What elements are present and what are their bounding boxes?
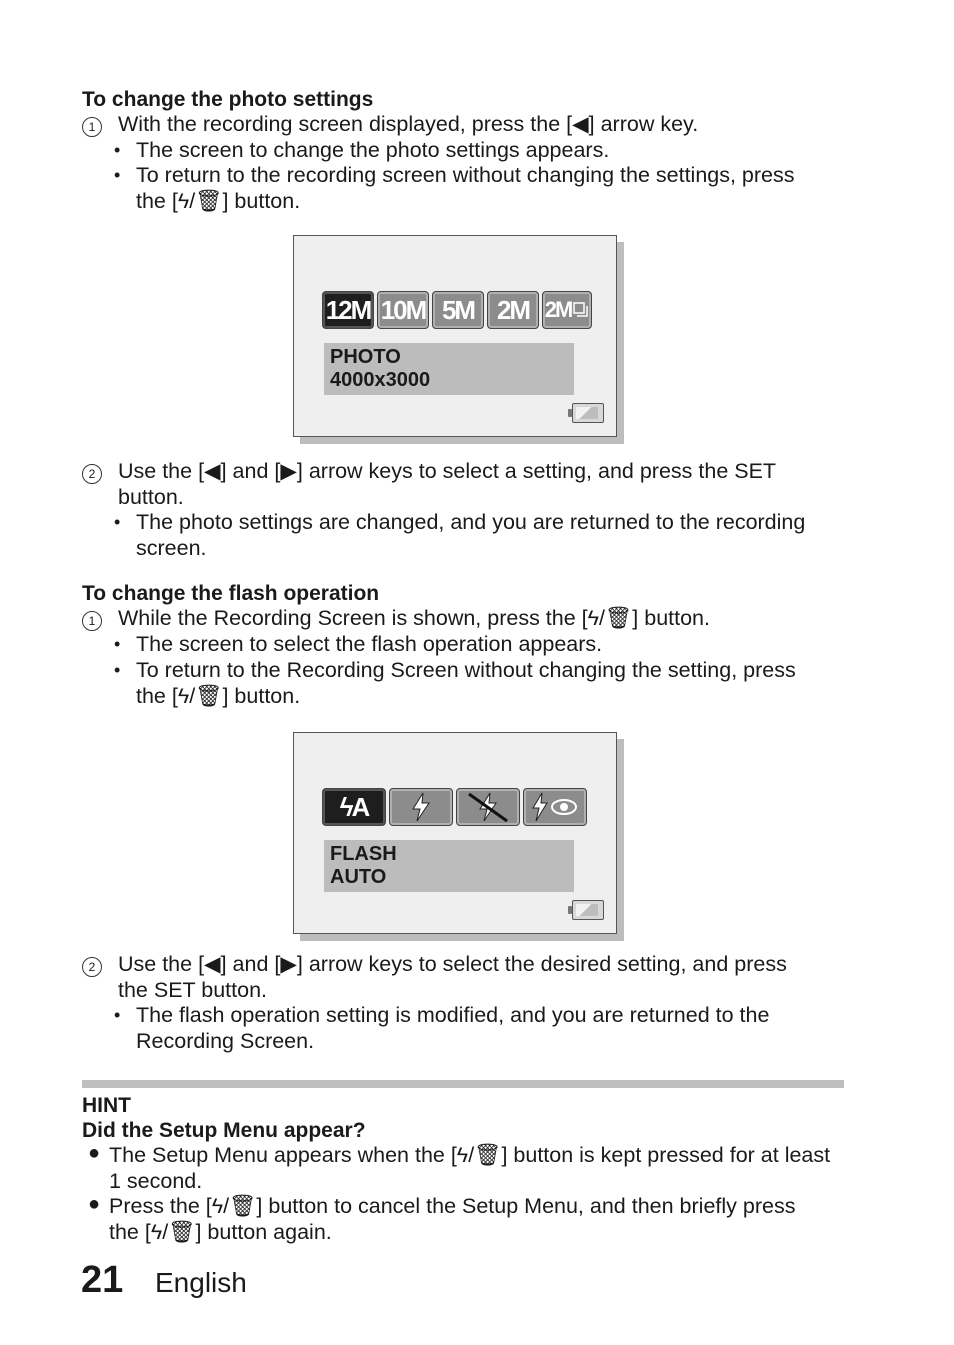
- hint-bullet-text: Press the [ϟ/🗑] button to cancel the Setup Menu, and then briefly press: [109, 1194, 796, 1218]
- battery-icon: [572, 900, 604, 920]
- size-2m-sequential-icon: [542, 291, 592, 329]
- flash-forced-icon: [389, 788, 453, 826]
- flash-off-icon: [456, 788, 520, 826]
- section-heading-photo: To change the photo settings: [82, 88, 374, 111]
- size-2m-icon: 2M: [487, 291, 539, 329]
- step-1-text: With the recording screen displayed, press the [◀] arrow key.: [118, 112, 699, 136]
- step-2-text-cont: button.: [118, 485, 184, 509]
- bullet-text: The screen to change the photo settings appears.: [136, 138, 610, 162]
- flash-mode-icons: [322, 788, 587, 826]
- photo-size-icons: [322, 291, 592, 329]
- size-10m-icon: 10M: [377, 291, 429, 329]
- bullet-text: The photo settings are changed, and you are returned to the recording: [136, 510, 806, 534]
- step-2-text: Use the [◀] and [▶] arrow keys to select a setting, and press the SET: [118, 459, 777, 483]
- flash-redeye-icon: [523, 788, 587, 826]
- photo-settings-screen: [293, 235, 617, 437]
- hint-bullet-text-cont: 1 second.: [109, 1169, 203, 1193]
- bullet-icon: •: [114, 512, 121, 532]
- language-label: English: [155, 1267, 247, 1298]
- sequential-shot-icon: [573, 302, 589, 318]
- bullet-text-cont: screen.: [136, 536, 207, 560]
- bullet-icon: •: [114, 634, 121, 654]
- photo-label: PHOTO: [330, 346, 401, 368]
- hint-question: Did the Setup Menu appear?: [82, 1119, 366, 1142]
- photo-resolution: 4000x3000: [330, 369, 431, 391]
- bullet-text: The flash operation setting is modified, and you are returned to the: [136, 1003, 770, 1027]
- step-number-2: 2: [82, 957, 102, 977]
- flash-label: FLASH: [330, 843, 397, 865]
- bullet-text-cont: Recording Screen.: [136, 1029, 315, 1053]
- step-1-text: While the Recording Screen is shown, press the [ϟ/🗑] button.: [118, 606, 710, 630]
- size-5m-icon: 5M: [432, 291, 484, 329]
- bullet-icon: •: [114, 165, 121, 185]
- size-2m-seq-label: 2M: [544, 297, 572, 322]
- hint-divider: [82, 1080, 844, 1088]
- hint-bullet-text-cont: the [ϟ/🗑] button again.: [109, 1220, 332, 1244]
- page-number: 21: [81, 1259, 124, 1301]
- step-number-2: 2: [82, 464, 102, 484]
- hint-bullet-text: The Setup Menu appears when the [ϟ/🗑] button is kept pressed for at least: [109, 1143, 831, 1167]
- flash-mode-value: AUTO: [330, 866, 387, 888]
- bullet-text-cont: the [ϟ/🗑] button.: [136, 189, 301, 213]
- bullet-text: To return to the Recording Screen without changing the setting, press: [136, 658, 796, 682]
- step-number-1: 1: [82, 117, 102, 137]
- lightning-eye-icon: [530, 792, 580, 822]
- bullet-text: To return to the recording screen without changing the settings, press: [136, 163, 795, 187]
- bullet-icon: •: [114, 660, 121, 680]
- battery-icon: [572, 403, 604, 423]
- bullet-icon: •: [114, 1005, 121, 1025]
- hint-title: HINT: [82, 1094, 131, 1117]
- lightning-off-icon: [465, 791, 511, 823]
- step-2-text-cont: the SET button.: [118, 978, 268, 1002]
- step-number-1: 1: [82, 611, 102, 631]
- size-12m-icon: 12M: [322, 291, 374, 329]
- bullet-text: The screen to select the flash operation appears.: [136, 632, 603, 656]
- photo-info-box: [324, 343, 574, 395]
- flash-auto-label: ϟA: [339, 791, 369, 822]
- lightning-icon: [410, 792, 432, 822]
- flash-settings-screen: [293, 732, 617, 934]
- bullet-icon: •: [114, 140, 121, 160]
- section-heading-flash: To change the flash operation: [82, 582, 380, 605]
- flash-info-box: [324, 840, 574, 892]
- bullet-icon: ●: [88, 1193, 101, 1215]
- step-2-text: Use the [◀] and [▶] arrow keys to select the desired setting, and press: [118, 952, 787, 976]
- flash-auto-icon: [322, 788, 386, 826]
- bullet-text-cont: the [ϟ/🗑] button.: [136, 684, 301, 708]
- bullet-icon: ●: [88, 1142, 101, 1164]
